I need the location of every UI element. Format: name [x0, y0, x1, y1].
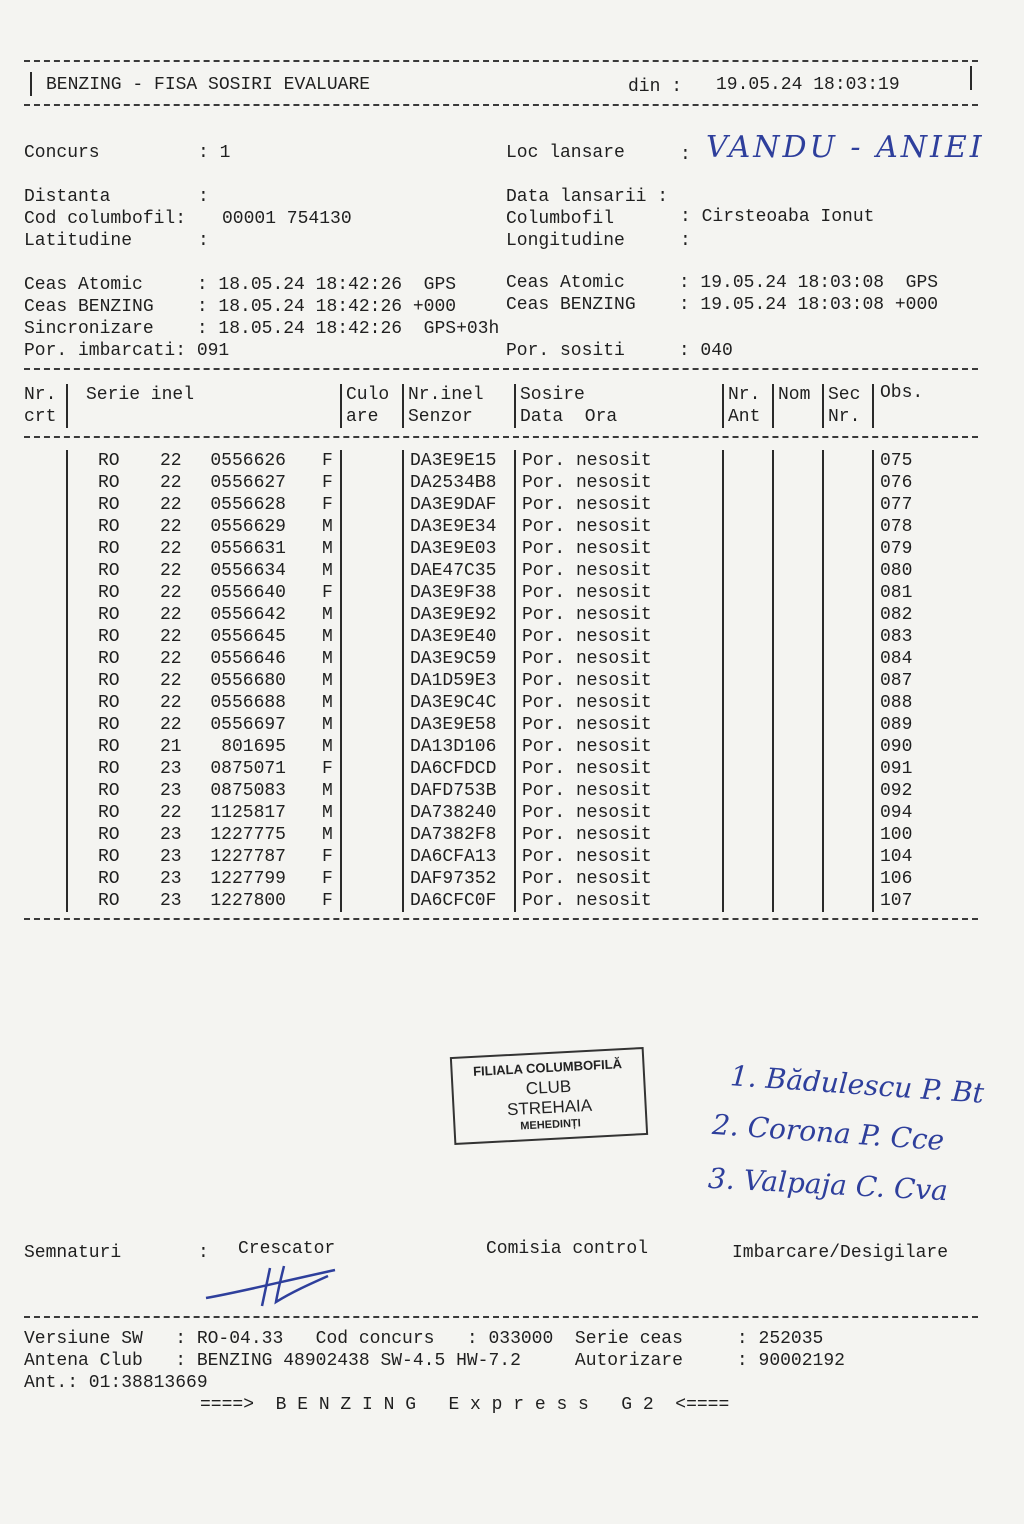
ring-year: 23 — [160, 759, 182, 779]
loc-lansare-colon: : — [680, 145, 691, 165]
obs-value: 107 — [880, 891, 913, 911]
table-row — [0, 868, 1024, 890]
commission-signature-1: 1. Bădulescu P. Bt — [729, 1059, 985, 1110]
obs-value: 090 — [880, 737, 913, 757]
ring-year: 22 — [160, 561, 182, 581]
porumbei-sositi: Por. sositi : 040 — [506, 341, 733, 361]
col-sec-nr: Nr. — [828, 407, 861, 427]
obs-value: 080 — [880, 561, 913, 581]
ring-year: 23 — [160, 825, 182, 845]
col-senzor: Senzor — [408, 407, 473, 427]
arrival-status: Por. nesosit — [522, 715, 652, 735]
arrival-status: Por. nesosit — [522, 737, 652, 757]
clock-atomic-start: Ceas Atomic : 18.05.24 18:42:26 GPS — [24, 275, 457, 295]
ring-year: 22 — [160, 671, 182, 691]
ring-sex: M — [322, 561, 333, 581]
arrival-status: Por. nesosit — [522, 473, 652, 493]
cod-columbofil-label: Cod columbofil: — [24, 209, 187, 229]
col-are: are — [346, 407, 379, 427]
arrival-status: Por. nesosit — [522, 583, 652, 603]
col-data-ora: Data Ora — [520, 407, 618, 427]
stamp-line-3: STREHAIA — [506, 1095, 593, 1120]
sensor-id: DA3E9DAF — [410, 495, 497, 515]
obs-value: 091 — [880, 759, 913, 779]
arrival-status: Por. nesosit — [522, 693, 652, 713]
ring-sex: F — [322, 891, 333, 911]
footer-antena: Antena Club : BENZING 48902438 SW-4.5 HW-7.2 Autorizare : 90002192 — [24, 1351, 845, 1371]
ring-sex: F — [322, 583, 333, 603]
ring-year: 22 — [160, 649, 182, 669]
obs-value: 092 — [880, 781, 913, 801]
header-right-bar — [970, 66, 972, 90]
semnaturi-label: Semnaturi — [24, 1243, 122, 1263]
ring-sex: M — [322, 649, 333, 669]
ring-country: RO — [98, 561, 120, 581]
sensor-id: DAFD753B — [410, 781, 497, 801]
arrival-status: Por. nesosit — [522, 605, 652, 625]
sensor-id: DA13D106 — [410, 737, 497, 757]
arrival-status: Por. nesosit — [522, 671, 652, 691]
table-row — [0, 472, 1024, 494]
obs-value: 082 — [880, 605, 913, 625]
ring-country: RO — [98, 495, 120, 515]
table-row — [0, 582, 1024, 604]
ring-sex: M — [322, 825, 333, 845]
col-ant: Ant — [728, 407, 761, 427]
ring-sex: F — [322, 473, 333, 493]
header-sep — [402, 384, 404, 428]
columbofil-label: Columbofil — [506, 209, 615, 229]
ring-country: RO — [98, 759, 120, 779]
table-row — [0, 846, 1024, 868]
ring-country: RO — [98, 539, 120, 559]
ring-year: 22 — [160, 451, 182, 471]
header-sep — [514, 384, 516, 428]
table-row — [0, 604, 1024, 626]
ring-number: 0556640 — [210, 583, 286, 603]
ring-number: 0556642 — [210, 605, 286, 625]
ring-number: 0556626 — [210, 451, 286, 471]
document-title: BENZING - FISA SOSIRI EVALUARE — [46, 75, 371, 95]
commission-signature-3: 3. Valpaja C. Cva — [707, 1161, 949, 1208]
table-row — [0, 802, 1024, 824]
obs-value: 088 — [880, 693, 913, 713]
ring-country: RO — [98, 737, 120, 757]
ring-country: RO — [98, 869, 120, 889]
sensor-id: DA2534B8 — [410, 473, 497, 493]
ring-sex: M — [322, 803, 333, 823]
obs-value: 076 — [880, 473, 913, 493]
sensor-id: DAF97352 — [410, 869, 497, 889]
ring-sex: M — [322, 671, 333, 691]
longitudine-colon: : — [680, 231, 691, 251]
top-dashed-line — [24, 60, 978, 62]
ring-country: RO — [98, 473, 120, 493]
sensor-id: DA3E9E34 — [410, 517, 497, 537]
ring-country: RO — [98, 517, 120, 537]
table-row — [0, 670, 1024, 692]
longitudine-label: Longitudine — [506, 231, 625, 251]
ring-number: 0556631 — [210, 539, 286, 559]
col-culo: Culo — [346, 385, 390, 405]
header-bottom-dashed-line — [24, 104, 978, 106]
sensor-id: DA6CFA13 — [410, 847, 497, 867]
obs-value: 081 — [880, 583, 913, 603]
ring-year: 22 — [160, 605, 182, 625]
table-row — [0, 450, 1024, 472]
ring-year: 22 — [160, 715, 182, 735]
table-bottom-dashed-line — [24, 918, 978, 920]
table-row — [0, 626, 1024, 648]
ring-sex: M — [322, 693, 333, 713]
sensor-id: DA7382F8 — [410, 825, 497, 845]
arrival-status: Por. nesosit — [522, 803, 652, 823]
arrival-status: Por. nesosit — [522, 517, 652, 537]
crescator-signature-scribble — [200, 1262, 350, 1312]
table-row — [0, 692, 1024, 714]
ring-country: RO — [98, 693, 120, 713]
table-row — [0, 516, 1024, 538]
semnaturi-colon: : — [198, 1243, 209, 1263]
arrival-status: Por. nesosit — [522, 891, 652, 911]
table-row — [0, 758, 1024, 780]
ring-sex: F — [322, 847, 333, 867]
header-left-bar — [30, 72, 32, 96]
ring-year: 22 — [160, 803, 182, 823]
obs-value: 094 — [880, 803, 913, 823]
col-nom: Nom — [778, 385, 811, 405]
loc-lansare-label: Loc lansare — [506, 143, 625, 163]
ring-number: 0556645 — [210, 627, 286, 647]
col-serie-inel: Serie inel — [86, 385, 195, 405]
cod-columbofil-value: 00001 754130 — [222, 209, 352, 229]
ring-number: 1227799 — [210, 869, 286, 889]
ring-sex: M — [322, 715, 333, 735]
arrival-status: Por. nesosit — [522, 825, 652, 845]
table-row — [0, 780, 1024, 802]
obs-value: 089 — [880, 715, 913, 735]
latitudine-colon: : — [198, 231, 209, 251]
ring-year: 21 — [160, 737, 182, 757]
ring-country: RO — [98, 803, 120, 823]
ring-sex: M — [322, 627, 333, 647]
ring-year: 22 — [160, 627, 182, 647]
sensor-id: DA6CFC0F — [410, 891, 497, 911]
obs-value: 083 — [880, 627, 913, 647]
col-nr: Nr. — [24, 385, 57, 405]
col-sec: Sec — [828, 385, 861, 405]
ring-number: 1227787 — [210, 847, 286, 867]
sensor-id: DA3E9C4C — [410, 693, 497, 713]
ring-country: RO — [98, 891, 120, 911]
sensor-id: DA3E9E40 — [410, 627, 497, 647]
ring-number: 801695 — [221, 737, 286, 757]
footer-versiune: Versiune SW : RO-04.33 Cod concurs : 033000 Serie ceas : 252035 — [24, 1329, 824, 1349]
ring-number: 1227800 — [210, 891, 286, 911]
ring-country: RO — [98, 715, 120, 735]
distanta-colon: : — [198, 187, 209, 207]
table-row — [0, 890, 1024, 912]
club-stamp — [450, 1047, 648, 1145]
ring-sex: M — [322, 781, 333, 801]
ring-country: RO — [98, 649, 120, 669]
arrival-status: Por. nesosit — [522, 847, 652, 867]
ring-country: RO — [98, 605, 120, 625]
ring-number: 0556646 — [210, 649, 286, 669]
ring-country: RO — [98, 671, 120, 691]
data-lansarii-label: Data lansarii : — [506, 187, 669, 207]
header-sep — [340, 384, 342, 428]
comisia-control-label: Comisia control — [486, 1239, 649, 1259]
ring-number: 0556629 — [210, 517, 286, 537]
imbarcare-desigilare-label: Imbarcare/Desigilare — [732, 1243, 949, 1263]
ring-year: 22 — [160, 517, 182, 537]
arrival-status: Por. nesosit — [522, 495, 652, 515]
ring-number: 0556634 — [210, 561, 286, 581]
ring-number: 0556627 — [210, 473, 286, 493]
table-top-dashed-line — [24, 368, 978, 370]
ring-year: 23 — [160, 847, 182, 867]
sensor-id: DA6CFDCD — [410, 759, 497, 779]
arrival-status: Por. nesosit — [522, 649, 652, 669]
ring-country: RO — [98, 583, 120, 603]
clock-atomic-end: Ceas Atomic : 19.05.24 18:03:08 GPS — [506, 273, 939, 293]
ring-sex: F — [322, 495, 333, 515]
stamp-line-4: MEHEDINȚI — [519, 1117, 582, 1133]
ring-year: 22 — [160, 495, 182, 515]
table-row — [0, 494, 1024, 516]
sensor-id: DA3E9E03 — [410, 539, 497, 559]
obs-value: 087 — [880, 671, 913, 691]
ring-year: 23 — [160, 891, 182, 911]
sensor-id: DA3E9E15 — [410, 451, 497, 471]
obs-value: 084 — [880, 649, 913, 669]
arrival-status: Por. nesosit — [522, 627, 652, 647]
sensor-id: DAE47C35 — [410, 561, 497, 581]
ring-number: 0875071 — [210, 759, 286, 779]
ring-country: RO — [98, 627, 120, 647]
obs-value: 078 — [880, 517, 913, 537]
col-obs: Obs. — [880, 383, 924, 403]
latitudine-label: Latitudine — [24, 231, 133, 251]
ring-number: 1227775 — [210, 825, 286, 845]
sensor-id: DA3E9F38 — [410, 583, 497, 603]
arrival-status: Por. nesosit — [522, 561, 652, 581]
ring-number: 0556688 — [210, 693, 286, 713]
header-sep — [772, 384, 774, 428]
ring-year: 22 — [160, 693, 182, 713]
ring-year: 22 — [160, 473, 182, 493]
col-nr-ant: Nr. — [728, 385, 761, 405]
footer-ant: Ant.: 01:38813669 — [24, 1373, 208, 1393]
sincronizare: Sincronizare : 18.05.24 18:42:26 GPS+03h — [24, 319, 500, 339]
header-sep — [872, 384, 874, 428]
table-row — [0, 648, 1024, 670]
ring-country: RO — [98, 825, 120, 845]
obs-value: 079 — [880, 539, 913, 559]
ring-year: 23 — [160, 869, 182, 889]
col-crt: crt — [24, 407, 57, 427]
ring-sex: F — [322, 451, 333, 471]
table-row — [0, 824, 1024, 846]
commission-signature-2: 2. Corona P. Cce — [711, 1107, 946, 1158]
col-sosire: Sosire — [520, 385, 585, 405]
ring-country: RO — [98, 847, 120, 867]
ring-country: RO — [98, 451, 120, 471]
arrival-status: Por. nesosit — [522, 759, 652, 779]
clock-benzing-end: Ceas BENZING : 19.05.24 18:03:08 +000 — [506, 295, 939, 315]
print-date-label: din : — [628, 77, 683, 97]
table-row — [0, 538, 1024, 560]
ring-sex: F — [322, 759, 333, 779]
obs-value: 075 — [880, 451, 913, 471]
ring-sex: M — [322, 605, 333, 625]
stamp-line-1: FILIALA COLUMBOFILĂ — [472, 1056, 623, 1079]
sensor-id: DA3E9E92 — [410, 605, 497, 625]
arrival-status: Por. nesosit — [522, 781, 652, 801]
ring-year: 22 — [160, 583, 182, 603]
loc-lansare-value: VANDU - ANIEI — [706, 130, 985, 165]
sensor-id: DA1D59E3 — [410, 671, 497, 691]
sensor-id: DA3E9E58 — [410, 715, 497, 735]
arrival-status: Por. nesosit — [522, 539, 652, 559]
ring-number: 0556680 — [210, 671, 286, 691]
sensor-id: DA738240 — [410, 803, 497, 823]
ring-sex: M — [322, 737, 333, 757]
stamp-line-2: CLUB — [525, 1076, 572, 1099]
table-row — [0, 714, 1024, 736]
obs-value: 077 — [880, 495, 913, 515]
ring-year: 22 — [160, 539, 182, 559]
obs-value: 100 — [880, 825, 913, 845]
arrival-status: Por. nesosit — [522, 869, 652, 889]
ring-sex: M — [322, 517, 333, 537]
ring-number: 0875083 — [210, 781, 286, 801]
columbofil-value: : Cirsteoaba Ionut — [680, 207, 875, 227]
header-sep — [66, 384, 68, 428]
ring-number: 0556628 — [210, 495, 286, 515]
obs-value: 104 — [880, 847, 913, 867]
distanta-label: Distanta — [24, 187, 111, 207]
sensor-id: DA3E9C59 — [410, 649, 497, 669]
ring-country: RO — [98, 781, 120, 801]
clock-benzing-start: Ceas BENZING : 18.05.24 18:42:26 +000 — [24, 297, 457, 317]
ring-number: 1125817 — [210, 803, 286, 823]
ring-sex: F — [322, 869, 333, 889]
concurs-label: Concurs — [24, 143, 100, 163]
concurs-value: : 1 — [198, 143, 231, 163]
header-sep — [822, 384, 824, 428]
col-nr-inel: Nr.inel — [408, 385, 484, 405]
table-row — [0, 736, 1024, 758]
header-sep — [722, 384, 724, 428]
table-row — [0, 560, 1024, 582]
print-date-value: 19.05.24 18:03:19 — [716, 75, 900, 95]
table-header-dashed-line — [24, 436, 978, 438]
porumbei-imbarcati: Por. imbarcati: 091 — [24, 341, 230, 361]
obs-value: 106 — [880, 869, 913, 889]
ring-sex: M — [322, 539, 333, 559]
arrival-status: Por. nesosit — [522, 451, 652, 471]
ring-year: 23 — [160, 781, 182, 801]
crescator-label: Crescator — [238, 1239, 336, 1259]
footer-dashed-line — [24, 1316, 978, 1318]
ring-number: 0556697 — [210, 715, 286, 735]
footer-benzing-express: ====> B E N Z I N G E x p r e s s G 2 <==== — [200, 1395, 730, 1415]
